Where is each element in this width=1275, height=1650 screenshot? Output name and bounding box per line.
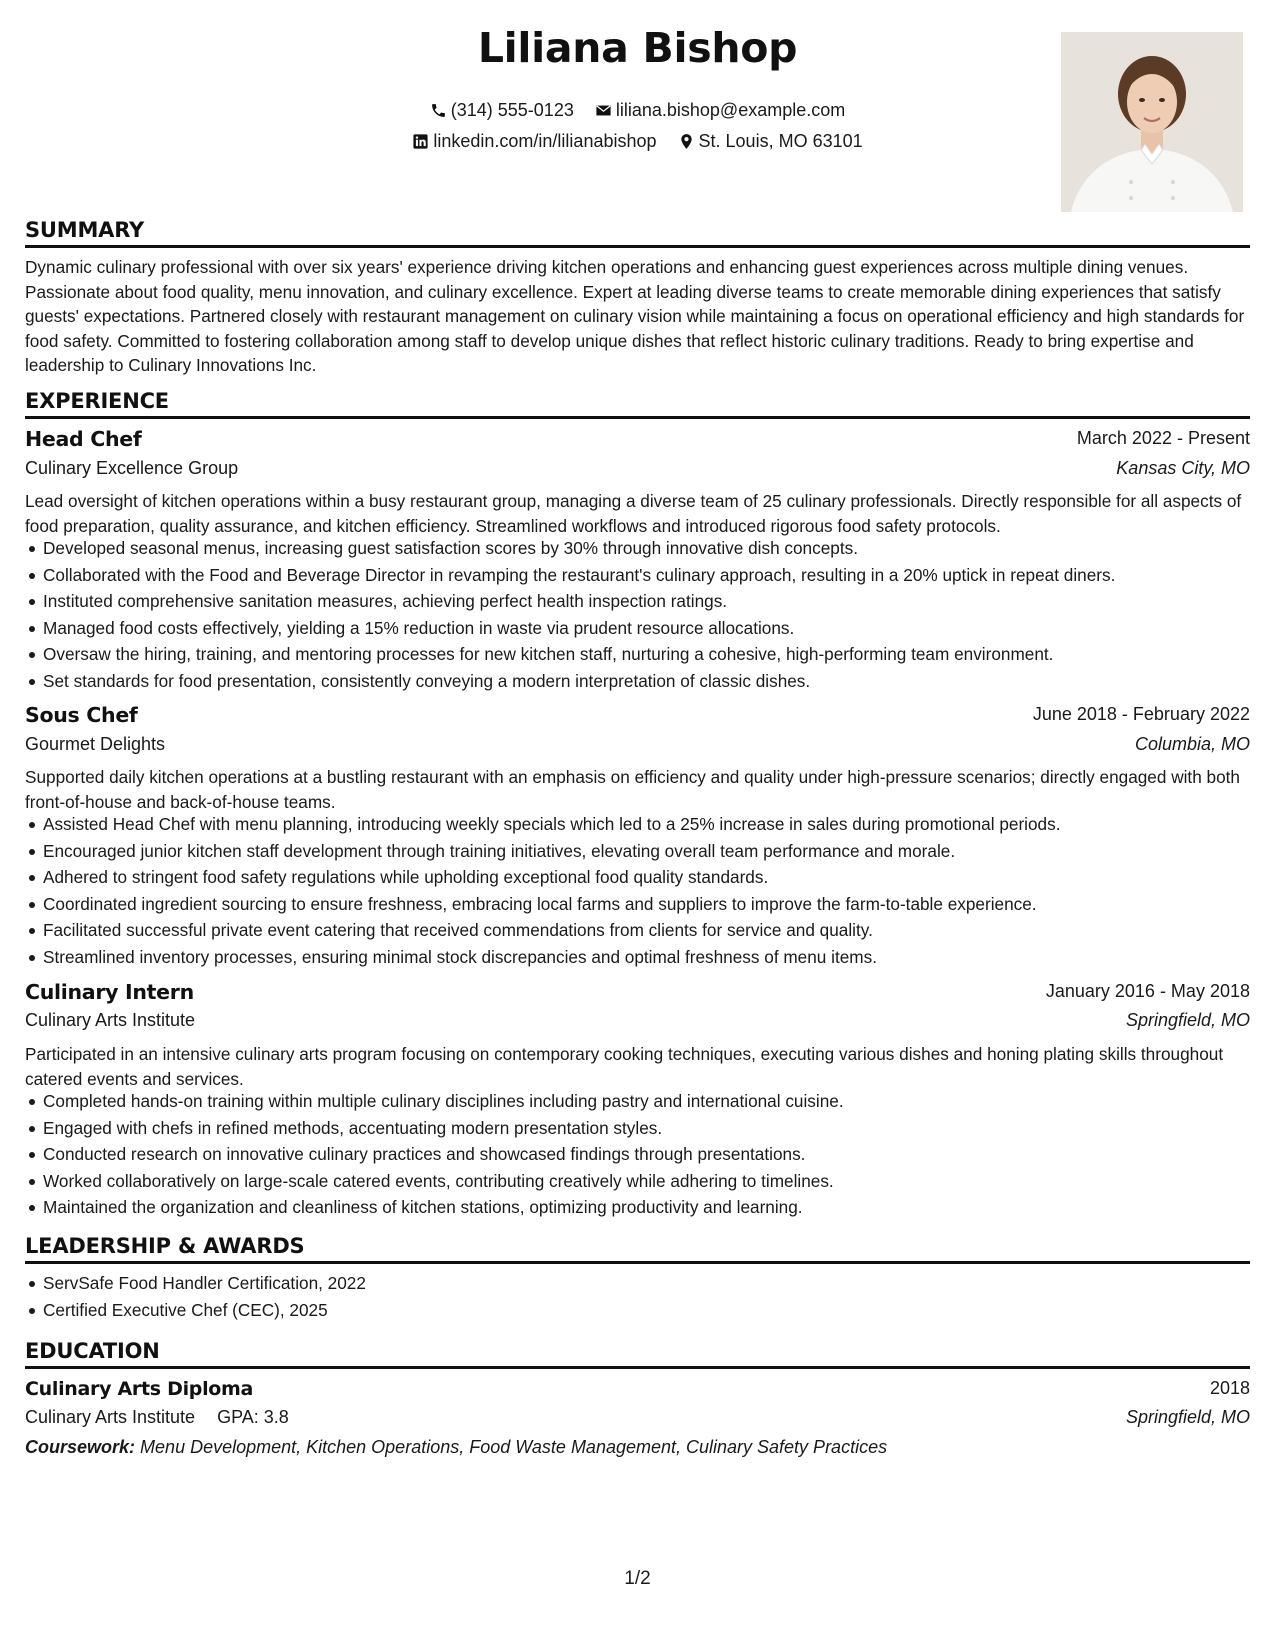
job-bullet-list: [25, 811, 1250, 970]
list-item: Engaged with chefs in refined methods, accentuating modern presentation styles.: [25, 1115, 1250, 1142]
linkedin-contact[interactable]: [412, 131, 656, 152]
envelope-icon: [595, 102, 612, 119]
experience-heading: EXPERIENCE: [25, 389, 1250, 419]
job-organization: Culinary Excellence Group: [25, 458, 239, 478]
list-item: Collaborated with the Food and Beverage Director in revamping the restaurant's culinary approach, resulting in a 20% uptick in repeat diners.: [25, 562, 1250, 589]
location-contact: [678, 131, 863, 152]
linkedin-icon: [412, 133, 429, 150]
list-item: ServSafe Food Handler Certification, 2022: [25, 1270, 1250, 1297]
list-item: Facilitated successful private event catering that received commendations from clients for service and quality.: [25, 917, 1250, 944]
degree-title: Culinary Arts Diploma: [25, 1378, 254, 1400]
job-organization: Culinary Arts Institute: [25, 1010, 196, 1030]
map-pin-icon: [678, 133, 695, 150]
job-location: Kansas City, MO: [1116, 458, 1250, 478]
page-number: 1/2: [624, 1568, 651, 1589]
list-item: Maintained the organization and cleanliness of kitchen stations, optimizing productivity and learning.: [25, 1194, 1250, 1221]
list-item: Coordinated ingredient sourcing to ensure freshness, embracing local farms and suppliers to improve the farm-to-table experience.: [25, 891, 1250, 918]
school-name: Culinary Arts Institute: [25, 1407, 196, 1427]
leadership-heading: LEADERSHIP & AWARDS: [25, 1234, 1250, 1264]
list-item: Instituted comprehensive sanitation measures, achieving perfect health inspection ratings.: [25, 588, 1250, 615]
job-description: Lead oversight of kitchen operations within a busy restaurant group, managing a diverse team of 25 culinary professionals. Directly responsible for all aspects of food preparation, quality assurance, and kitchen efficiency. Streamlined workflows and introduced rigorous food safety protocols.: [25, 491, 1242, 536]
candidate-name: Liliana Bishop: [477, 24, 798, 72]
list-item: Developed seasonal menus, increasing guest satisfaction scores by 30% through innovative dish concepts.: [25, 535, 1250, 562]
list-item: Assisted Head Chef with menu planning, introducing weekly specials which led to a 25% increase in sales during promotional periods.: [25, 811, 1250, 838]
job-bullet-list: [25, 535, 1250, 694]
awards-list: [25, 1270, 1250, 1323]
phone-text: (314) 555-0123: [450, 100, 574, 120]
job-title: Sous Chef: [25, 703, 138, 727]
job-dates: January 2016 - May 2018: [1045, 981, 1250, 1001]
linkedin-text: linkedin.com/in/lilianabishop: [433, 131, 657, 151]
job-location: Springfield, MO: [1125, 1010, 1250, 1030]
portrait-illustration: [1061, 32, 1243, 212]
job-description: Participated in an intensive culinary arts program focusing on contemporary cooking techniques, executing various dishes and honing plating skills throughout catered events and services.: [25, 1044, 1224, 1089]
job-description: Supported daily kitchen operations at a bustling restaurant with an emphasis on efficiency and quality under high-pressure scenarios; directly engaged with both front-of-house and back-of-house teams.: [25, 767, 1240, 812]
job-dates: June 2018 - February 2022: [1032, 704, 1250, 724]
list-item: Conducted research on innovative culinary practices and showcased findings through presentations.: [25, 1141, 1250, 1168]
job-title: Culinary Intern: [25, 980, 194, 1004]
coursework-line: [25, 1437, 887, 1458]
list-item: Adhered to stringent food safety regulations while upholding exceptional food quality standards.: [25, 864, 1250, 891]
coursework-label: Coursework:: [25, 1437, 136, 1457]
job-organization: Gourmet Delights: [25, 734, 166, 754]
education-heading: EDUCATION: [25, 1339, 1250, 1369]
summary-heading: SUMMARY: [25, 218, 1250, 248]
list-item: Managed food costs effectively, yielding a 15% reduction in waste via prudent resource allocations.: [25, 615, 1250, 642]
profile-photo: [1061, 32, 1243, 212]
list-item: Certified Executive Chef (CEC), 2025: [25, 1297, 1250, 1324]
resume-page: [25, 0, 1250, 1650]
list-item: Oversaw the hiring, training, and mentoring processes for new kitchen staff, nurturing a cohesive, high-performing team environment.: [25, 641, 1250, 668]
job-dates: March 2022 - Present: [1076, 428, 1250, 448]
resume-header: [25, 20, 1250, 220]
education-school-line: [25, 1407, 289, 1428]
location-text: St. Louis, MO 63101: [698, 131, 863, 151]
email-text: liliana.bishop@example.com: [615, 100, 846, 120]
job-bullet-list: [25, 1088, 1250, 1221]
job-title: Head Chef: [25, 427, 142, 451]
email-contact[interactable]: [595, 100, 845, 121]
summary-text: Dynamic culinary professional with over six years' experience driving kitchen operations and enhancing guest experiences across multiple dining venues. Passionate about food quality, menu innovation, and culinary excellence. Expert at leading diverse teams to create memorable dining experiences that satisfy guests' expectations. Partnered closely with restaurant management on culinary vision while maintaining a focus on operational efficiency and high standards for food safety. Committed to fostering collaboration among staff to develop unique dishes that reflect historic culinary traditions. Ready to bring expertise and leadership to Culinary Innovations Inc.: [25, 257, 1245, 375]
phone-contact[interactable]: [430, 100, 574, 121]
graduation-year: 2018: [1209, 1378, 1250, 1398]
education-location: Springfield, MO: [1125, 1407, 1250, 1427]
list-item: Streamlined inventory processes, ensuring minimal stock discrepancies and optimal freshness of menu items.: [25, 944, 1250, 971]
list-item: Set standards for food presentation, consistently conveying a modern interpretation of classic dishes.: [25, 668, 1250, 695]
gpa-text: GPA: 3.8: [217, 1407, 289, 1427]
job-location: Columbia, MO: [1134, 734, 1250, 754]
list-item: Encouraged junior kitchen staff development through training initiatives, elevating overall team performance and morale.: [25, 838, 1250, 865]
list-item: Worked collaboratively on large-scale catered events, contributing creatively while adhering to timelines.: [25, 1168, 1250, 1195]
coursework-text: Menu Development, Kitchen Operations, Food Waste Management, Culinary Safety Practices: [140, 1437, 888, 1457]
list-item: Completed hands-on training within multiple culinary disciplines including pastry and international cuisine.: [25, 1088, 1250, 1115]
phone-icon: [430, 102, 447, 119]
